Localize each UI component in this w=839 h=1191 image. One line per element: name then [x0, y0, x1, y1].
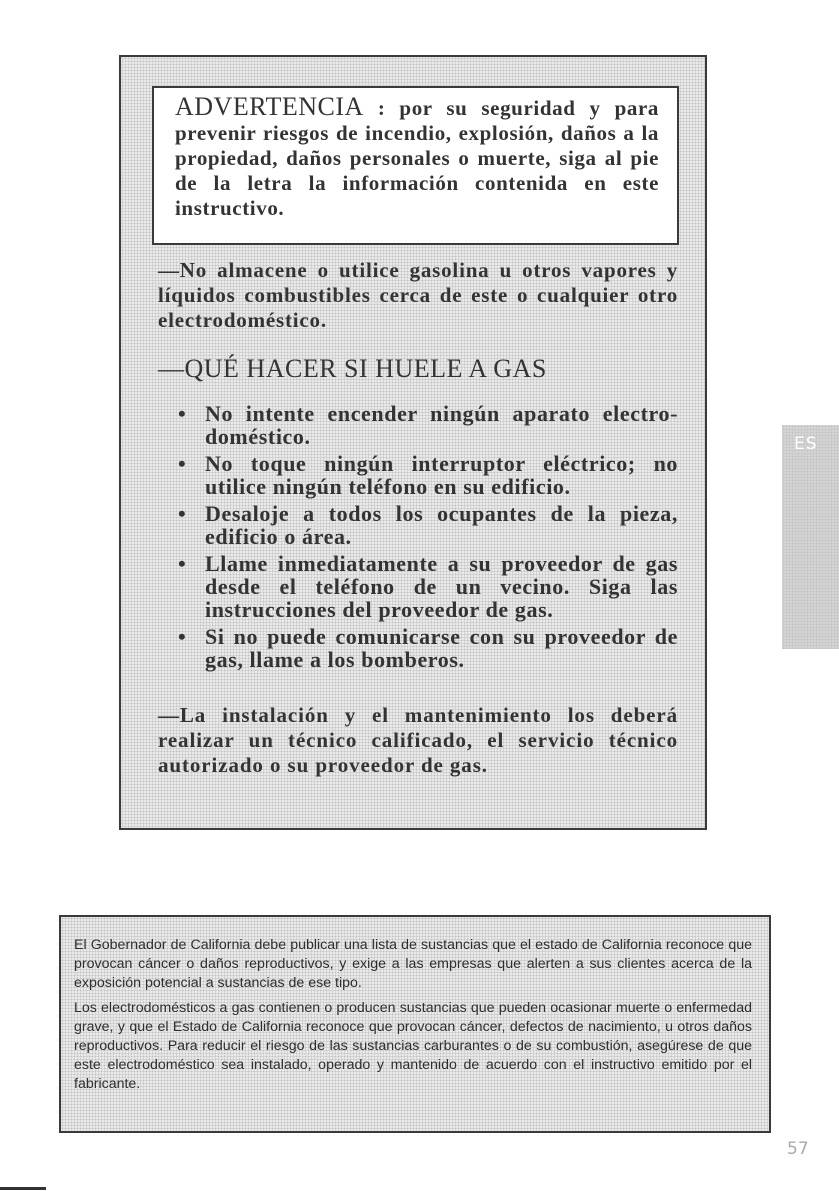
- bullet-icon: •: [178, 624, 187, 649]
- language-tab-label: ES: [794, 434, 818, 454]
- bullet-icon: •: [178, 551, 187, 576]
- list-item: [178, 452, 678, 498]
- bullet-icon: •: [178, 451, 187, 476]
- list-item-text: Si no puede comunicarse con su proveedor de gas, llame a los bomberos.: [205, 624, 678, 672]
- list-item: [178, 502, 678, 548]
- list-item-text: Desaloje a todos los ocupantes de la pieza, edificio o área.: [205, 501, 678, 549]
- bottom-rule: [0, 1187, 46, 1190]
- advertencia-lead: ADVERTENCIA: [175, 92, 364, 121]
- california-notice-paragraph-2: Los electrodomésticos a gas contienen o producen sustancias que pueden ocasionar muerte o enfermedad grave, y que el Estado de California reconoce que provocan cáncer, defectos de nacimiento, u otros daños reproductivos. Para reducir el riesgo de las sustancias carburantes o de su combustión, asegúrese de que este electrodoméstico sea instalado, operado y mantenido de acuerdo con el instructivo emitido por el fabricante.: [74, 1000, 752, 1092]
- advertencia-body: : por su seguridad y para prevenir riesgos de incendio, explosión, daños a la propiedad, daños personales o muerte, siga al pie de la letra la información contenida en este instructivo.: [175, 96, 659, 220]
- language-tab-es: [782, 425, 839, 649]
- list-item: [178, 402, 678, 448]
- gas-smell-instructions: [178, 402, 678, 675]
- bullet-icon: •: [178, 501, 187, 526]
- list-item: [178, 552, 678, 621]
- california-notice-text: [74, 936, 752, 1100]
- list-item-text: No intente encender ningún aparato electro-doméstico.: [205, 401, 678, 449]
- advertencia-box: [152, 86, 679, 245]
- gas-smell-heading: —QUÉ HACER SI HUELE A GAS: [158, 354, 547, 383]
- california-notice-paragraph-1: El Gobernador de California debe publicar una lista de sustancias que el estado de California reconoce que provocan cáncer o daños reproductivos, y exige a las empresas que alerten a sus clientes acerca de la exposición potencial a sustancias de ese tipo.: [74, 937, 752, 991]
- advertencia-text: [175, 94, 659, 221]
- installation-statement: —La instalación y el mantenimiento los deberá realizar un técnico calificado, el servicio técnico autorizado o su proveedor de gas.: [158, 703, 678, 777]
- gasoline-storage-statement: —No almacene o utilice gasolina u otros vapores y líquidos combustibles cerca de este o cualquier otro electrodoméstico.: [158, 258, 678, 332]
- list-item: [178, 625, 678, 671]
- bullet-icon: •: [178, 401, 187, 426]
- list-item-text: Llame inmediatamente a su proveedor de gas desde el teléfono de un vecino. Siga las instrucciones del proveedor de gas.: [205, 551, 678, 622]
- list-item-text: No toque ningún interruptor eléctrico; no utilice ningún teléfono en su edificio.: [205, 451, 678, 499]
- page-number: 57: [787, 1139, 809, 1159]
